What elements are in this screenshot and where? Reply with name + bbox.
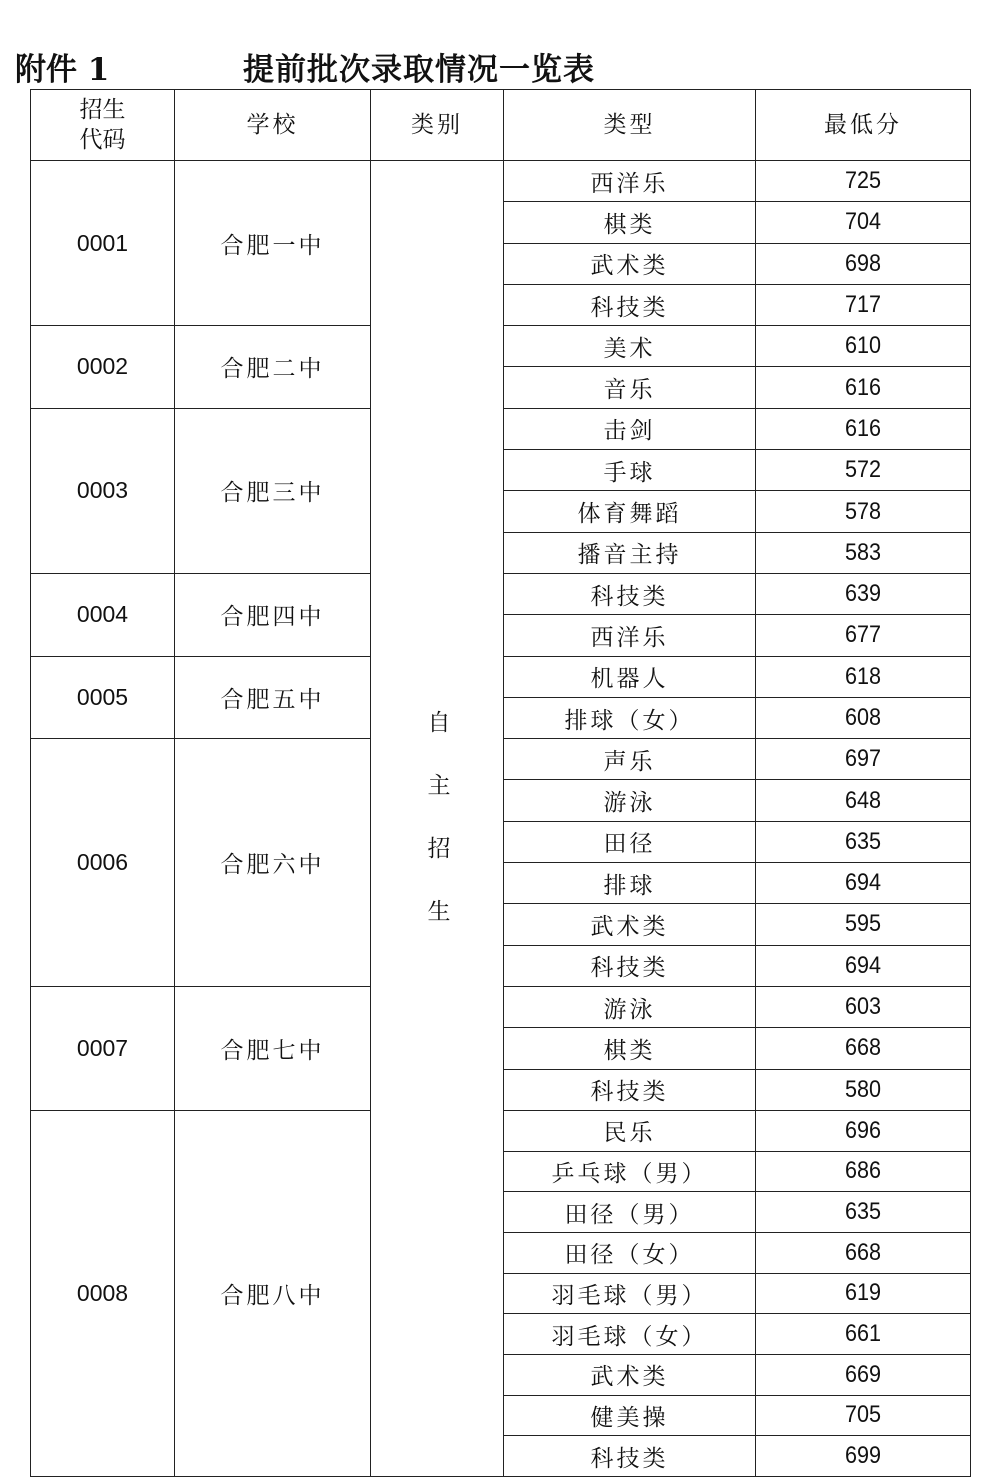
- min-score-cell: [756, 1069, 971, 1110]
- school-name: 合肥三中: [175, 408, 371, 573]
- admission-type: 科技类: [504, 573, 756, 614]
- min-score-cell: [756, 615, 971, 656]
- min-score-cell: [756, 1354, 971, 1395]
- min-score-cell: [756, 450, 971, 491]
- school-code: 0002: [31, 326, 175, 409]
- min-score: 668: [844, 1238, 882, 1266]
- min-score-cell: [756, 904, 971, 945]
- admission-type: 棋类: [504, 1028, 756, 1069]
- admission-type: 羽毛球（女）: [504, 1314, 756, 1355]
- min-score: 696: [844, 1116, 882, 1144]
- min-score: 595: [844, 910, 882, 938]
- min-score: 610: [844, 332, 882, 360]
- min-score-cell: [756, 1151, 971, 1192]
- admission-type: 武术类: [504, 904, 756, 945]
- min-score: 583: [844, 538, 882, 566]
- min-score: 725: [844, 167, 882, 195]
- min-score: 635: [844, 1198, 882, 1226]
- admission-type: 西洋乐: [504, 161, 756, 202]
- page-title: 提前批次录取情况一览表: [243, 52, 595, 88]
- header-category: 类别: [371, 90, 504, 161]
- school-name: 合肥四中: [175, 573, 371, 656]
- school-code: 0007: [31, 986, 175, 1110]
- min-score-cell: [756, 986, 971, 1027]
- min-score: 619: [844, 1279, 882, 1307]
- school-name: 合肥五中: [175, 656, 371, 739]
- header-type: 类型: [504, 90, 756, 161]
- min-score-cell: [756, 1110, 971, 1151]
- admission-type: 田径: [504, 821, 756, 862]
- min-score: 635: [844, 827, 882, 855]
- min-score-cell: [756, 739, 971, 780]
- school-name: 合肥六中: [175, 739, 371, 987]
- attachment-label: 附件 1: [15, 52, 110, 88]
- admission-type: 健美操: [504, 1395, 756, 1436]
- admission-type: 武术类: [504, 1354, 756, 1395]
- min-score: 694: [844, 869, 882, 897]
- admission-type: 羽毛球（男）: [504, 1273, 756, 1314]
- admission-table: [30, 89, 971, 1477]
- min-score-cell: [756, 491, 971, 532]
- min-score-cell: [756, 1314, 971, 1355]
- admission-type: 音乐: [504, 367, 756, 408]
- min-score: 572: [844, 456, 882, 484]
- admission-type: 体育舞蹈: [504, 491, 756, 532]
- admission-type: 科技类: [504, 284, 756, 325]
- min-score-cell: [756, 1232, 971, 1273]
- header-min-score: 最低分: [756, 90, 971, 161]
- min-score: 578: [844, 497, 882, 525]
- min-score-cell: [756, 326, 971, 367]
- header-code-text: 招生 代码: [79, 97, 126, 153]
- table-row: [31, 161, 971, 202]
- admission-type: 科技类: [504, 945, 756, 986]
- min-score-cell: [756, 532, 971, 573]
- admission-type: 民乐: [504, 1110, 756, 1151]
- min-score-cell: [756, 1436, 971, 1477]
- min-score-cell: [756, 161, 971, 202]
- school-name: 合肥七中: [175, 986, 371, 1110]
- admission-type: 西洋乐: [504, 615, 756, 656]
- min-score: 705: [844, 1401, 882, 1429]
- header-school: 学校: [175, 90, 371, 161]
- min-score-cell: [756, 284, 971, 325]
- min-score-cell: [756, 945, 971, 986]
- school-name: 合肥二中: [175, 326, 371, 409]
- min-score: 668: [844, 1034, 882, 1062]
- min-score: 639: [844, 580, 882, 608]
- admission-type: 乒乓球（男）: [504, 1151, 756, 1192]
- admission-type: 排球: [504, 863, 756, 904]
- admission-type: 棋类: [504, 202, 756, 243]
- min-score-cell: [756, 573, 971, 614]
- min-score-cell: [756, 1192, 971, 1233]
- min-score-cell: [756, 408, 971, 449]
- min-score: 580: [844, 1075, 882, 1103]
- admission-type: 田径（女）: [504, 1232, 756, 1273]
- admission-type: 美术: [504, 326, 756, 367]
- school-code: 0006: [31, 739, 175, 987]
- admission-type: 声乐: [504, 739, 756, 780]
- min-score: 677: [844, 621, 882, 649]
- admission-type: 科技类: [504, 1436, 756, 1477]
- school-name: 合肥八中: [175, 1110, 371, 1476]
- min-score-cell: [756, 821, 971, 862]
- school-code: 0005: [31, 656, 175, 739]
- min-score-cell: [756, 656, 971, 697]
- min-score-cell: [756, 1395, 971, 1436]
- min-score: 704: [844, 208, 882, 236]
- min-score: 661: [844, 1320, 882, 1348]
- min-score: 699: [844, 1442, 882, 1470]
- min-score: 648: [844, 786, 882, 814]
- min-score-cell: [756, 1028, 971, 1069]
- min-score: 616: [844, 373, 882, 401]
- header-row: [31, 90, 971, 161]
- min-score: 697: [844, 745, 882, 773]
- min-score: 618: [844, 662, 882, 690]
- min-score: 603: [844, 993, 882, 1021]
- min-score-cell: [756, 367, 971, 408]
- min-score: 686: [844, 1157, 882, 1185]
- min-score-cell: [756, 202, 971, 243]
- min-score-cell: [756, 243, 971, 284]
- min-score: 669: [844, 1360, 882, 1388]
- admission-type: 手球: [504, 450, 756, 491]
- header-code: [31, 90, 175, 161]
- min-score-cell: [756, 780, 971, 821]
- min-score: 698: [844, 249, 882, 277]
- school-code: 0001: [31, 161, 175, 326]
- admission-type: 武术类: [504, 243, 756, 284]
- admission-type: 击剑: [504, 408, 756, 449]
- admission-type: 排球（女）: [504, 697, 756, 738]
- school-code: 0003: [31, 408, 175, 573]
- school-name: 合肥一中: [175, 161, 371, 326]
- admission-type: 田径（男）: [504, 1192, 756, 1233]
- category-cell: [371, 161, 504, 1477]
- school-code: 0008: [31, 1110, 175, 1476]
- min-score-cell: [756, 863, 971, 904]
- admission-type: 游泳: [504, 780, 756, 821]
- min-score-cell: [756, 697, 971, 738]
- admission-type: 播音主持: [504, 532, 756, 573]
- admission-type: 游泳: [504, 986, 756, 1027]
- admission-type: 科技类: [504, 1069, 756, 1110]
- school-code: 0004: [31, 573, 175, 656]
- min-score: 608: [844, 704, 882, 731]
- min-score: 717: [844, 291, 882, 319]
- min-score: 694: [844, 951, 882, 979]
- category-text: 自主招生: [423, 709, 450, 962]
- min-score: 616: [844, 414, 882, 442]
- admission-type: 机器人: [504, 656, 756, 697]
- min-score-cell: [756, 1273, 971, 1314]
